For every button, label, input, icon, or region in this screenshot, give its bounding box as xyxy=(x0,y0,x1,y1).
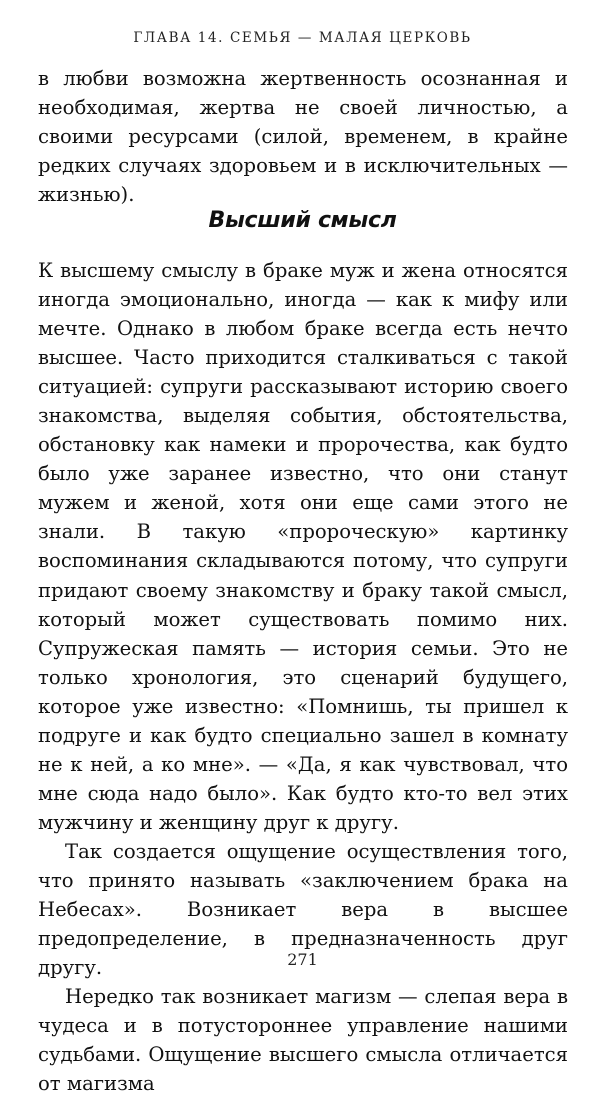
body-text xyxy=(38,256,568,1098)
paragraph-1: К высшему смыслу в браке муж и жена относятся иногда эмоционально, иногда — как к мифу или мечте. Однако в любом браке всегда есть нечто высшее. Часто приходится сталкиваться с такой ситуацией: супруги рассказывают историю своего знакомства, выделяя события, обстоятельства, обстановку как намеки и пророчества, как будто было уже заранее известно, что они станут мужем и женой, хотя они еще сами этого не знали. В такую «пророческую» картинку воспоминания складываются потому, что супруги придают своему знакомству и браку такой смысл, который может существовать помимо них. Супружеская память — история семьи. Это не только хронология, это сценарий будущего, которое уже известно: «Помнишь, ты пришел к подруге и как будто специально зашел в комнату не к ней, а ко мне». — «Да, я как чувствовал, что мне сюда надо было». Как будто кто-то вел этих мужчину и женщину друг к другу. xyxy=(38,259,568,834)
paragraph-3: Нередко так возникает магизм — слепая вера в чудеса и в потустороннее управление нашими судьбами. Ощущение высшего смысла отличается от магизма xyxy=(38,985,568,1096)
section-heading: Высший смысл xyxy=(208,208,397,233)
intro-text xyxy=(38,64,568,209)
intro-paragraph: в любви возможна жертвенность осознанная и необходимая, жертва не своей личностью, а своими ресурсами (силой, временем, в крайне редких случаях здоровьем и в исключительных — жизнью). xyxy=(38,67,568,207)
paragraph-2: Так создается ощущение осуществления того, что принято называть «заключением брака на Небесах». Возникает вера в высшее предопределение, в предназначенность друг другу. xyxy=(38,839,568,980)
running-head: ГЛАВА 14. СЕМЬЯ — МАЛАЯ ЦЕРКОВЬ xyxy=(133,30,472,46)
page-number: 271 xyxy=(287,950,318,969)
